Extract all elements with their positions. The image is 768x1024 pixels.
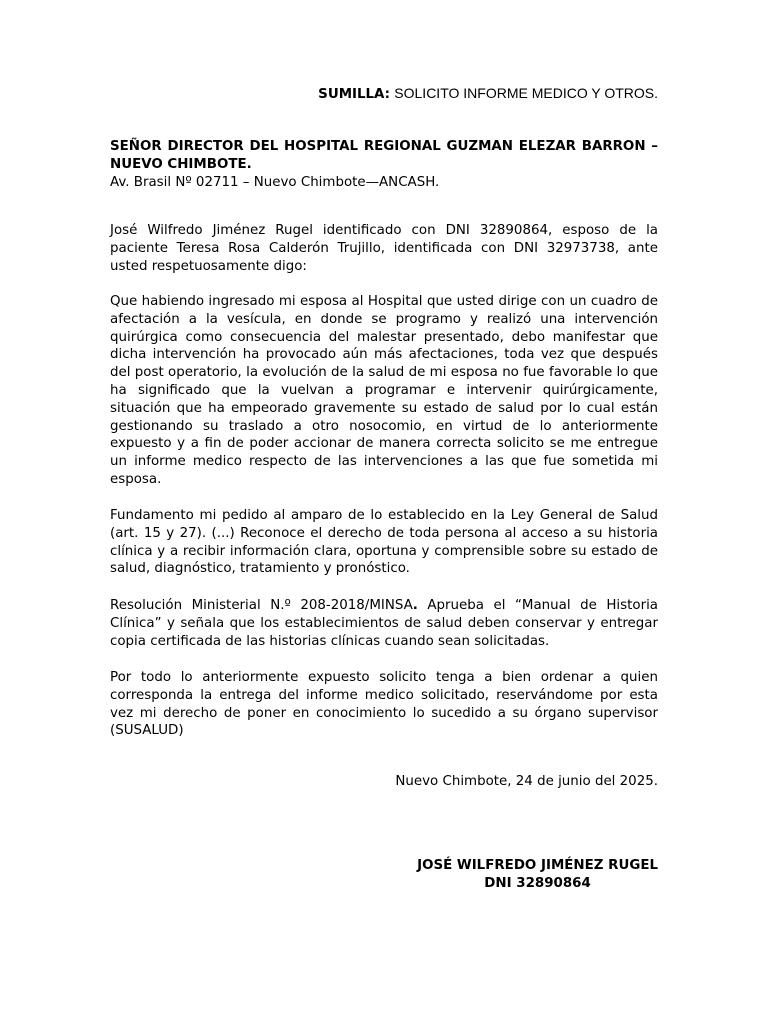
signature-name: JOSÉ WILFREDO JIMÉNEZ RUGEL [417, 858, 658, 873]
paragraph-2: Fundamento mi pedido al amparo de lo establecido en la Ley General de Salud (art. 15 y 27). (...) Reconoce el derecho de toda persona al acceso a su historia clínica y a recibir información clara, oportuna y comprensible sobre su estado de salud, diagnóstico, tratamiento y pronóstico. [110, 508, 658, 577]
paragraph-3 [110, 597, 658, 650]
resolution-dot: . [412, 598, 418, 613]
intro-paragraph: José Wilfredo Jiménez Rugel identificado con DNI 32890864, esposo de la paciente Teresa Rosa Calderón Trujillo, identificada con DNI 32973738, ante usted respetuosamente digo: [110, 223, 658, 274]
place-date: Nuevo Chimbote, 24 de junio del 2025. [395, 774, 658, 789]
sumilla-line [318, 85, 658, 104]
sumilla-text: SOLICITO INFORME MEDICO Y OTROS. [394, 85, 658, 101]
paragraph-1: Que habiendo ingresado mi esposa al Hospital que usted dirige con un cuadro de afectación a la vesícula, en donde se programo y realizó una intervención quirúrgica como consecuencia del malestar presentado, debo manifestar que dicha intervención ha provocado aún más afectaciones, toda vez que después del post operatorio, la evolución de la salud de mi esposa no fue favorable lo que ha significado que la vuelvan a programar e intervenir quirúrgicamente, situación que ha empeorado gravemente su estado de salud por lo cual están gestionando su traslado a otro nosocomio, en virtud de lo anteriormente expuesto y a fin de poder accionar de manera correcta solicito se me entregue un informe medico respecto de las intervenciones a las que fue sometida mi esposa. [110, 294, 658, 487]
paragraph-4-block [110, 669, 658, 740]
intro-block [110, 222, 658, 275]
resolution-description: Aprueba el “Manual de Historia Clínica” y señala que los establecimientos de salud deben conservar y entregar copia certificada de las historias clínicas cuando sean solicitadas. [110, 598, 659, 649]
paragraph-3-block [110, 597, 658, 650]
addressee-block [110, 138, 658, 191]
signature-dni: DNI 32890864 [484, 875, 591, 891]
paragraph-1-block [110, 293, 658, 489]
addressee-title: SEÑOR DIRECTOR DEL HOSPITAL REGIONAL GUZMAN ELEZAR BARRON – NUEVO CHIMBOTE. [110, 139, 658, 172]
resolution-reference: Resolución Ministerial N.º 208-2018/MINSA [110, 598, 413, 613]
document-page [110, 0, 658, 1024]
paragraph-4: Por todo lo anteriormente expuesto solicito tenga a bien ordenar a quien corresponda la entrega del informe medico solicitado, reservándome por esta vez mi derecho de poner en conocimiento lo sucedido a su órgano supervisor (SUSALUD) [110, 670, 658, 739]
addressee-address: Av. Brasil Nº 02711 – Nuevo Chimbote—ANCASH. [110, 174, 440, 190]
paragraph-2-block [110, 507, 658, 578]
signature-block [417, 857, 658, 893]
sumilla-label: SUMILLA: [318, 87, 391, 102]
